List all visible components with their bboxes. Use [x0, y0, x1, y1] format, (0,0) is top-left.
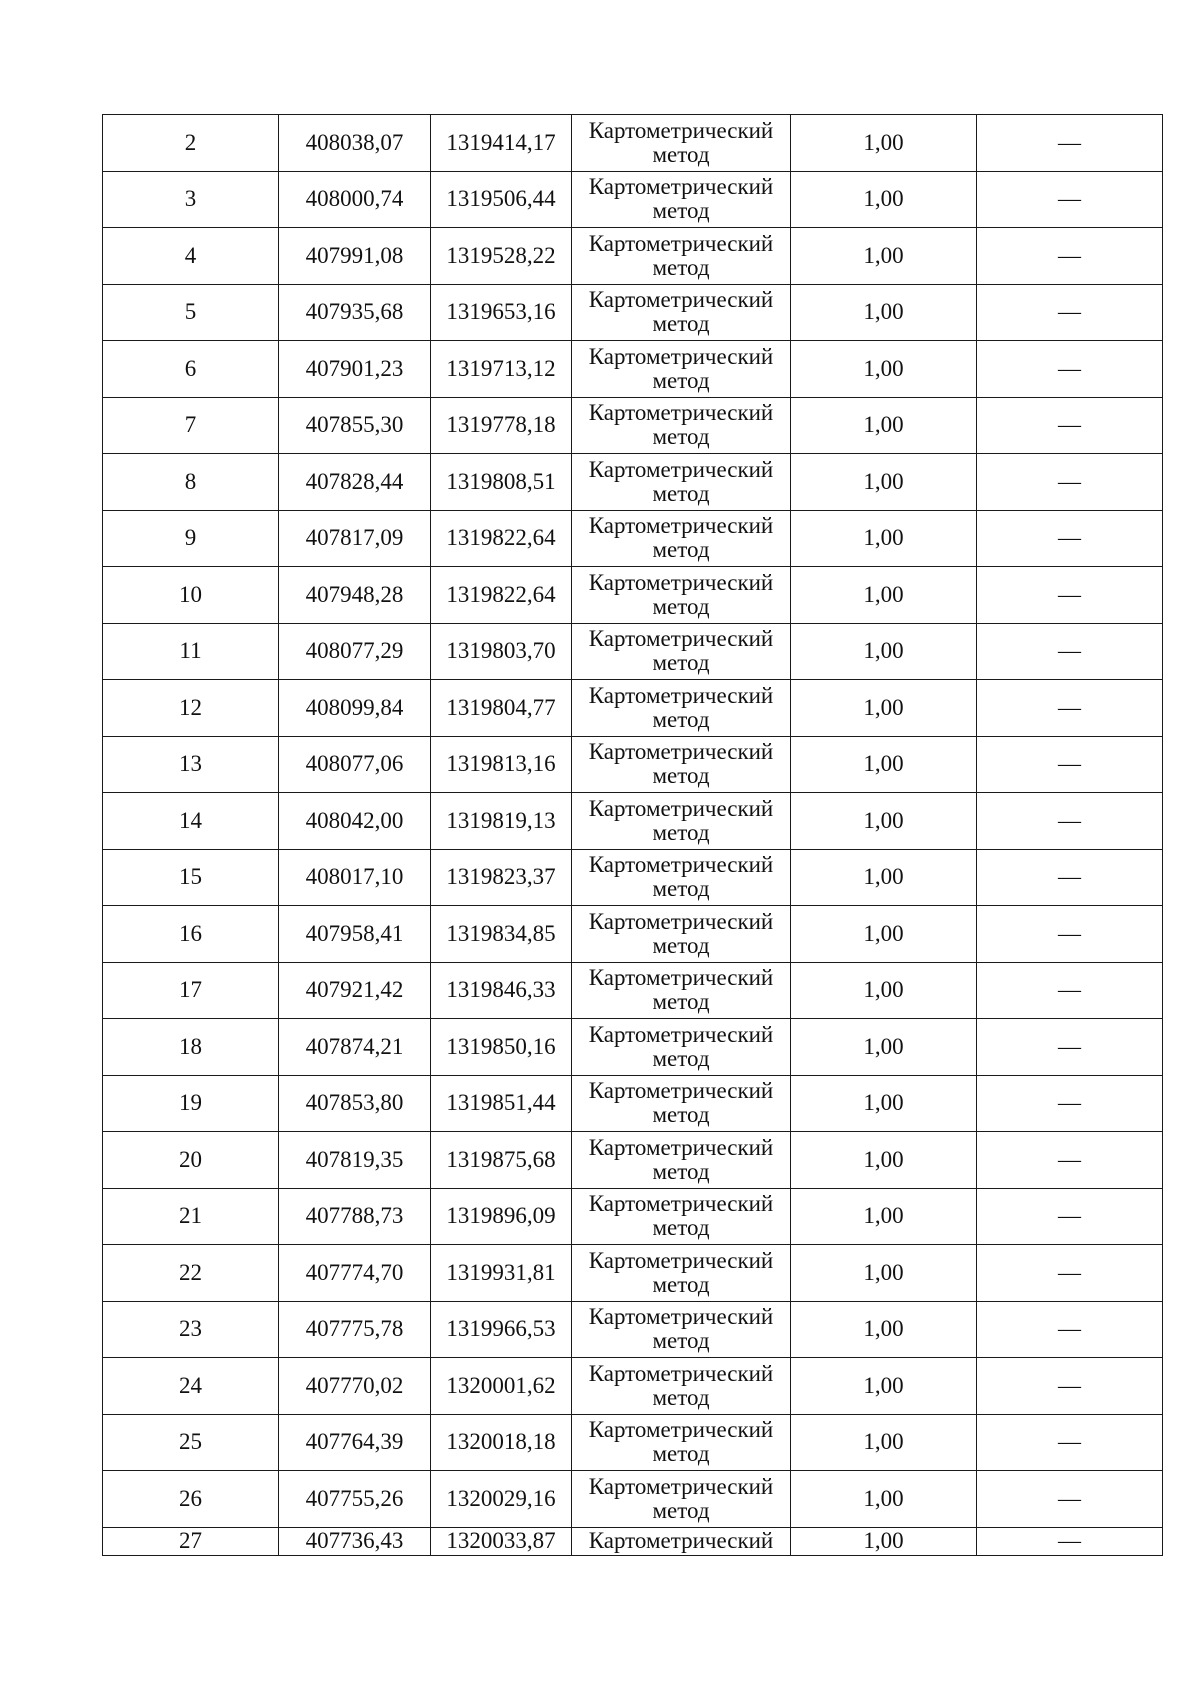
- method-line-1: Картометрический: [588, 739, 774, 765]
- table-row: [103, 906, 1163, 963]
- x-coordinate-cell: 407828,44: [279, 454, 431, 511]
- method-line-1: Картометрический: [588, 908, 774, 934]
- table-row: [103, 171, 1163, 228]
- note-cell: —: [977, 1132, 1163, 1189]
- method-cell: [572, 397, 791, 454]
- x-coordinate-cell: 407921,42: [279, 962, 431, 1019]
- accuracy-cell: 1,00: [791, 1471, 977, 1528]
- method-line-1: Картометрический: [588, 174, 774, 200]
- x-coordinate-cell: 407770,02: [279, 1358, 431, 1415]
- note-cell: —: [977, 341, 1163, 398]
- y-coordinate-cell: 1319896,09: [431, 1188, 572, 1245]
- table-row: [103, 1188, 1163, 1245]
- method-cell: [572, 849, 791, 906]
- x-coordinate-cell: 407819,35: [279, 1132, 431, 1189]
- point-number-cell: 6: [103, 341, 279, 398]
- x-coordinate-cell: 407775,78: [279, 1301, 431, 1358]
- table-row: [103, 228, 1163, 285]
- method-line-2: метод: [652, 763, 710, 789]
- method-line-2: метод: [652, 537, 710, 563]
- note-cell: —: [977, 906, 1163, 963]
- y-coordinate-cell: 1319808,51: [431, 454, 572, 511]
- method-line-2: метод: [652, 1384, 710, 1410]
- table-row: [103, 962, 1163, 1019]
- table-row: [103, 849, 1163, 906]
- note-cell: —: [977, 510, 1163, 567]
- x-coordinate-cell: 407853,80: [279, 1075, 431, 1132]
- accuracy-cell: 1,00: [791, 680, 977, 737]
- accuracy-cell: 1,00: [791, 736, 977, 793]
- method-line-2: метод: [652, 932, 710, 958]
- method-cell: [572, 680, 791, 737]
- method-cell: [572, 228, 791, 285]
- x-coordinate-cell: 407755,26: [279, 1471, 431, 1528]
- table-row: [103, 341, 1163, 398]
- y-coordinate-cell: 1319966,53: [431, 1301, 572, 1358]
- method-line-1: Картометрический: [588, 1078, 774, 1104]
- table-row: [103, 1527, 1163, 1555]
- y-coordinate-cell: 1319813,16: [431, 736, 572, 793]
- method-cell: [572, 736, 791, 793]
- method-cell: [572, 623, 791, 680]
- table-row: [103, 1301, 1163, 1358]
- point-number-cell: 18: [103, 1019, 279, 1076]
- y-coordinate-cell: 1320033,87: [431, 1527, 572, 1555]
- method-cell: [572, 1132, 791, 1189]
- note-cell: —: [977, 849, 1163, 906]
- table-row: [103, 1358, 1163, 1415]
- table-row: [103, 510, 1163, 567]
- x-coordinate-cell: 408017,10: [279, 849, 431, 906]
- accuracy-cell: 1,00: [791, 1245, 977, 1302]
- accuracy-cell: 1,00: [791, 793, 977, 850]
- note-cell: —: [977, 228, 1163, 285]
- note-cell: —: [977, 284, 1163, 341]
- table-row: [103, 1414, 1163, 1471]
- method-line-1: Картометрический: [588, 456, 774, 482]
- method-line-1: Картометрический: [588, 965, 774, 991]
- method-line-2: метод: [652, 989, 710, 1015]
- note-cell: —: [977, 567, 1163, 624]
- accuracy-cell: 1,00: [791, 510, 977, 567]
- accuracy-cell: 1,00: [791, 906, 977, 963]
- y-coordinate-cell: 1319931,81: [431, 1245, 572, 1302]
- note-cell: —: [977, 793, 1163, 850]
- coordinates-table: [102, 114, 1163, 1556]
- method-cell: [572, 284, 791, 341]
- note-cell: —: [977, 1414, 1163, 1471]
- x-coordinate-cell: 408077,29: [279, 623, 431, 680]
- method-cell: [572, 1527, 791, 1555]
- point-number-cell: 24: [103, 1358, 279, 1415]
- method-cell: [572, 510, 791, 567]
- method-cell: [572, 1414, 791, 1471]
- y-coordinate-cell: 1319851,44: [431, 1075, 572, 1132]
- method-cell: [572, 454, 791, 511]
- point-number-cell: 4: [103, 228, 279, 285]
- method-line-2: метод: [652, 480, 710, 506]
- accuracy-cell: 1,00: [791, 567, 977, 624]
- y-coordinate-cell: 1319875,68: [431, 1132, 572, 1189]
- table-row: [103, 1019, 1163, 1076]
- accuracy-cell: 1,00: [791, 115, 977, 172]
- y-coordinate-cell: 1319822,64: [431, 510, 572, 567]
- point-number-cell: 13: [103, 736, 279, 793]
- y-coordinate-cell: 1319819,13: [431, 793, 572, 850]
- note-cell: —: [977, 1188, 1163, 1245]
- method-line-2: метод: [652, 1497, 710, 1523]
- method-line-1: Картометрический: [588, 287, 774, 313]
- accuracy-cell: 1,00: [791, 849, 977, 906]
- accuracy-cell: 1,00: [791, 1414, 977, 1471]
- method-line-1: Картометрический: [588, 852, 774, 878]
- x-coordinate-cell: 407958,41: [279, 906, 431, 963]
- method-line-1: Картометрический: [588, 343, 774, 369]
- y-coordinate-cell: 1319506,44: [431, 171, 572, 228]
- x-coordinate-cell: 408042,00: [279, 793, 431, 850]
- x-coordinate-cell: 407774,70: [279, 1245, 431, 1302]
- accuracy-cell: 1,00: [791, 1132, 977, 1189]
- accuracy-cell: 1,00: [791, 454, 977, 511]
- method-line-1: Картометрический: [588, 1134, 774, 1160]
- method-line-2: метод: [652, 1328, 710, 1354]
- x-coordinate-cell: 407788,73: [279, 1188, 431, 1245]
- coordinates-table-body: [103, 115, 1163, 1556]
- method-line-2: метод: [652, 311, 710, 337]
- method-line-1: Картометрический: [588, 569, 774, 595]
- accuracy-cell: 1,00: [791, 171, 977, 228]
- method-line-2: метод: [652, 424, 710, 450]
- method-line-2: метод: [652, 876, 710, 902]
- note-cell: —: [977, 115, 1163, 172]
- method-line-1: Картометрический: [588, 1360, 774, 1386]
- method-cell: [572, 1019, 791, 1076]
- method-line-1: Картометрический: [588, 682, 774, 708]
- x-coordinate-cell: 407901,23: [279, 341, 431, 398]
- method-cell: [572, 1188, 791, 1245]
- note-cell: —: [977, 1471, 1163, 1528]
- note-cell: —: [977, 1358, 1163, 1415]
- method-line-2: метод: [652, 706, 710, 732]
- point-number-cell: 23: [103, 1301, 279, 1358]
- x-coordinate-cell: 407948,28: [279, 567, 431, 624]
- point-number-cell: 2: [103, 115, 279, 172]
- accuracy-cell: 1,00: [791, 1301, 977, 1358]
- note-cell: —: [977, 454, 1163, 511]
- x-coordinate-cell: 407817,09: [279, 510, 431, 567]
- x-coordinate-cell: 407764,39: [279, 1414, 431, 1471]
- point-number-cell: 3: [103, 171, 279, 228]
- table-row: [103, 680, 1163, 737]
- accuracy-cell: 1,00: [791, 397, 977, 454]
- x-coordinate-cell: 407855,30: [279, 397, 431, 454]
- method-cell: [572, 1075, 791, 1132]
- accuracy-cell: 1,00: [791, 1019, 977, 1076]
- method-line-2: метод: [652, 1102, 710, 1128]
- method-cell: [572, 1245, 791, 1302]
- y-coordinate-cell: 1319653,16: [431, 284, 572, 341]
- table-row: [103, 1471, 1163, 1528]
- point-number-cell: 17: [103, 962, 279, 1019]
- method-cell: [572, 793, 791, 850]
- accuracy-cell: 1,00: [791, 1358, 977, 1415]
- table-row: [103, 567, 1163, 624]
- x-coordinate-cell: 408000,74: [279, 171, 431, 228]
- x-coordinate-cell: 408099,84: [279, 680, 431, 737]
- method-line-2: метод: [652, 593, 710, 619]
- x-coordinate-cell: 407935,68: [279, 284, 431, 341]
- accuracy-cell: 1,00: [791, 1075, 977, 1132]
- method-line-2: метод: [652, 198, 710, 224]
- method-line-1: Картометрический: [588, 795, 774, 821]
- table-row: [103, 397, 1163, 454]
- accuracy-cell: 1,00: [791, 1527, 977, 1555]
- accuracy-cell: 1,00: [791, 284, 977, 341]
- x-coordinate-cell: 407991,08: [279, 228, 431, 285]
- point-number-cell: 26: [103, 1471, 279, 1528]
- method-line-1: Картометрический: [588, 117, 774, 143]
- note-cell: —: [977, 1075, 1163, 1132]
- method-cell: [572, 906, 791, 963]
- method-line-1: Картометрический: [588, 513, 774, 539]
- y-coordinate-cell: 1319834,85: [431, 906, 572, 963]
- y-coordinate-cell: 1319850,16: [431, 1019, 572, 1076]
- point-number-cell: 21: [103, 1188, 279, 1245]
- y-coordinate-cell: 1319804,77: [431, 680, 572, 737]
- note-cell: —: [977, 1019, 1163, 1076]
- y-coordinate-cell: 1320018,18: [431, 1414, 572, 1471]
- point-number-cell: 9: [103, 510, 279, 567]
- point-number-cell: 27: [103, 1527, 279, 1555]
- note-cell: —: [977, 736, 1163, 793]
- point-number-cell: 7: [103, 397, 279, 454]
- method-line-2: метод: [652, 254, 710, 280]
- note-cell: —: [977, 397, 1163, 454]
- method-line-1: Картометрический: [588, 1247, 774, 1273]
- method-line-2: метод: [652, 819, 710, 845]
- accuracy-cell: 1,00: [791, 623, 977, 680]
- method-line-1: Картометрический: [588, 626, 774, 652]
- y-coordinate-cell: 1320001,62: [431, 1358, 572, 1415]
- x-coordinate-cell: 408077,06: [279, 736, 431, 793]
- point-number-cell: 15: [103, 849, 279, 906]
- method-cell: [572, 962, 791, 1019]
- accuracy-cell: 1,00: [791, 1188, 977, 1245]
- note-cell: —: [977, 1301, 1163, 1358]
- table-row: [103, 115, 1163, 172]
- method-line-1: Картометрический: [588, 400, 774, 426]
- method-cell: [572, 171, 791, 228]
- y-coordinate-cell: 1319822,64: [431, 567, 572, 624]
- method-line-1: Картометрический: [588, 230, 774, 256]
- note-cell: —: [977, 171, 1163, 228]
- method-line-1: Картометрический: [588, 1528, 774, 1553]
- x-coordinate-cell: 407874,21: [279, 1019, 431, 1076]
- method-line-2: метод: [652, 1158, 710, 1184]
- note-cell: —: [977, 1245, 1163, 1302]
- point-number-cell: 22: [103, 1245, 279, 1302]
- accuracy-cell: 1,00: [791, 228, 977, 285]
- method-cell: [572, 567, 791, 624]
- accuracy-cell: 1,00: [791, 962, 977, 1019]
- method-cell: [572, 1358, 791, 1415]
- accuracy-cell: 1,00: [791, 341, 977, 398]
- table-row: [103, 623, 1163, 680]
- method-cell: [572, 1301, 791, 1358]
- method-line-2: метод: [652, 367, 710, 393]
- method-line-2: метод: [652, 1441, 710, 1467]
- method-line-2: метод: [652, 1271, 710, 1297]
- point-number-cell: 10: [103, 567, 279, 624]
- method-line-1: Картометрический: [588, 1473, 774, 1499]
- method-line-1: Картометрический: [588, 1417, 774, 1443]
- method-line-1: Картометрический: [588, 1021, 774, 1047]
- y-coordinate-cell: 1319846,33: [431, 962, 572, 1019]
- table-row: [103, 1075, 1163, 1132]
- method-line-2: метод: [652, 1215, 710, 1241]
- point-number-cell: 12: [103, 680, 279, 737]
- table-row: [103, 284, 1163, 341]
- method-line-1: Картометрический: [588, 1191, 774, 1217]
- y-coordinate-cell: 1319778,18: [431, 397, 572, 454]
- table-row: [103, 793, 1163, 850]
- y-coordinate-cell: 1319713,12: [431, 341, 572, 398]
- method-cell: [572, 341, 791, 398]
- y-coordinate-cell: 1319803,70: [431, 623, 572, 680]
- y-coordinate-cell: 1319528,22: [431, 228, 572, 285]
- y-coordinate-cell: 1319414,17: [431, 115, 572, 172]
- point-number-cell: 5: [103, 284, 279, 341]
- point-number-cell: 16: [103, 906, 279, 963]
- note-cell: —: [977, 1527, 1163, 1555]
- method-cell: [572, 1471, 791, 1528]
- method-cell: [572, 115, 791, 172]
- method-line-2: метод: [652, 650, 710, 676]
- note-cell: —: [977, 962, 1163, 1019]
- x-coordinate-cell: 408038,07: [279, 115, 431, 172]
- point-number-cell: 25: [103, 1414, 279, 1471]
- point-number-cell: 8: [103, 454, 279, 511]
- table-row: [103, 736, 1163, 793]
- method-line-2: метод: [652, 1045, 710, 1071]
- method-line-2: метод: [652, 141, 710, 167]
- note-cell: —: [977, 680, 1163, 737]
- point-number-cell: 14: [103, 793, 279, 850]
- note-cell: —: [977, 623, 1163, 680]
- y-coordinate-cell: 1319823,37: [431, 849, 572, 906]
- table-row: [103, 1245, 1163, 1302]
- method-line-1: Картометрический: [588, 1304, 774, 1330]
- point-number-cell: 20: [103, 1132, 279, 1189]
- point-number-cell: 11: [103, 623, 279, 680]
- x-coordinate-cell: 407736,43: [279, 1527, 431, 1555]
- table-row: [103, 1132, 1163, 1189]
- table-row: [103, 454, 1163, 511]
- point-number-cell: 19: [103, 1075, 279, 1132]
- y-coordinate-cell: 1320029,16: [431, 1471, 572, 1528]
